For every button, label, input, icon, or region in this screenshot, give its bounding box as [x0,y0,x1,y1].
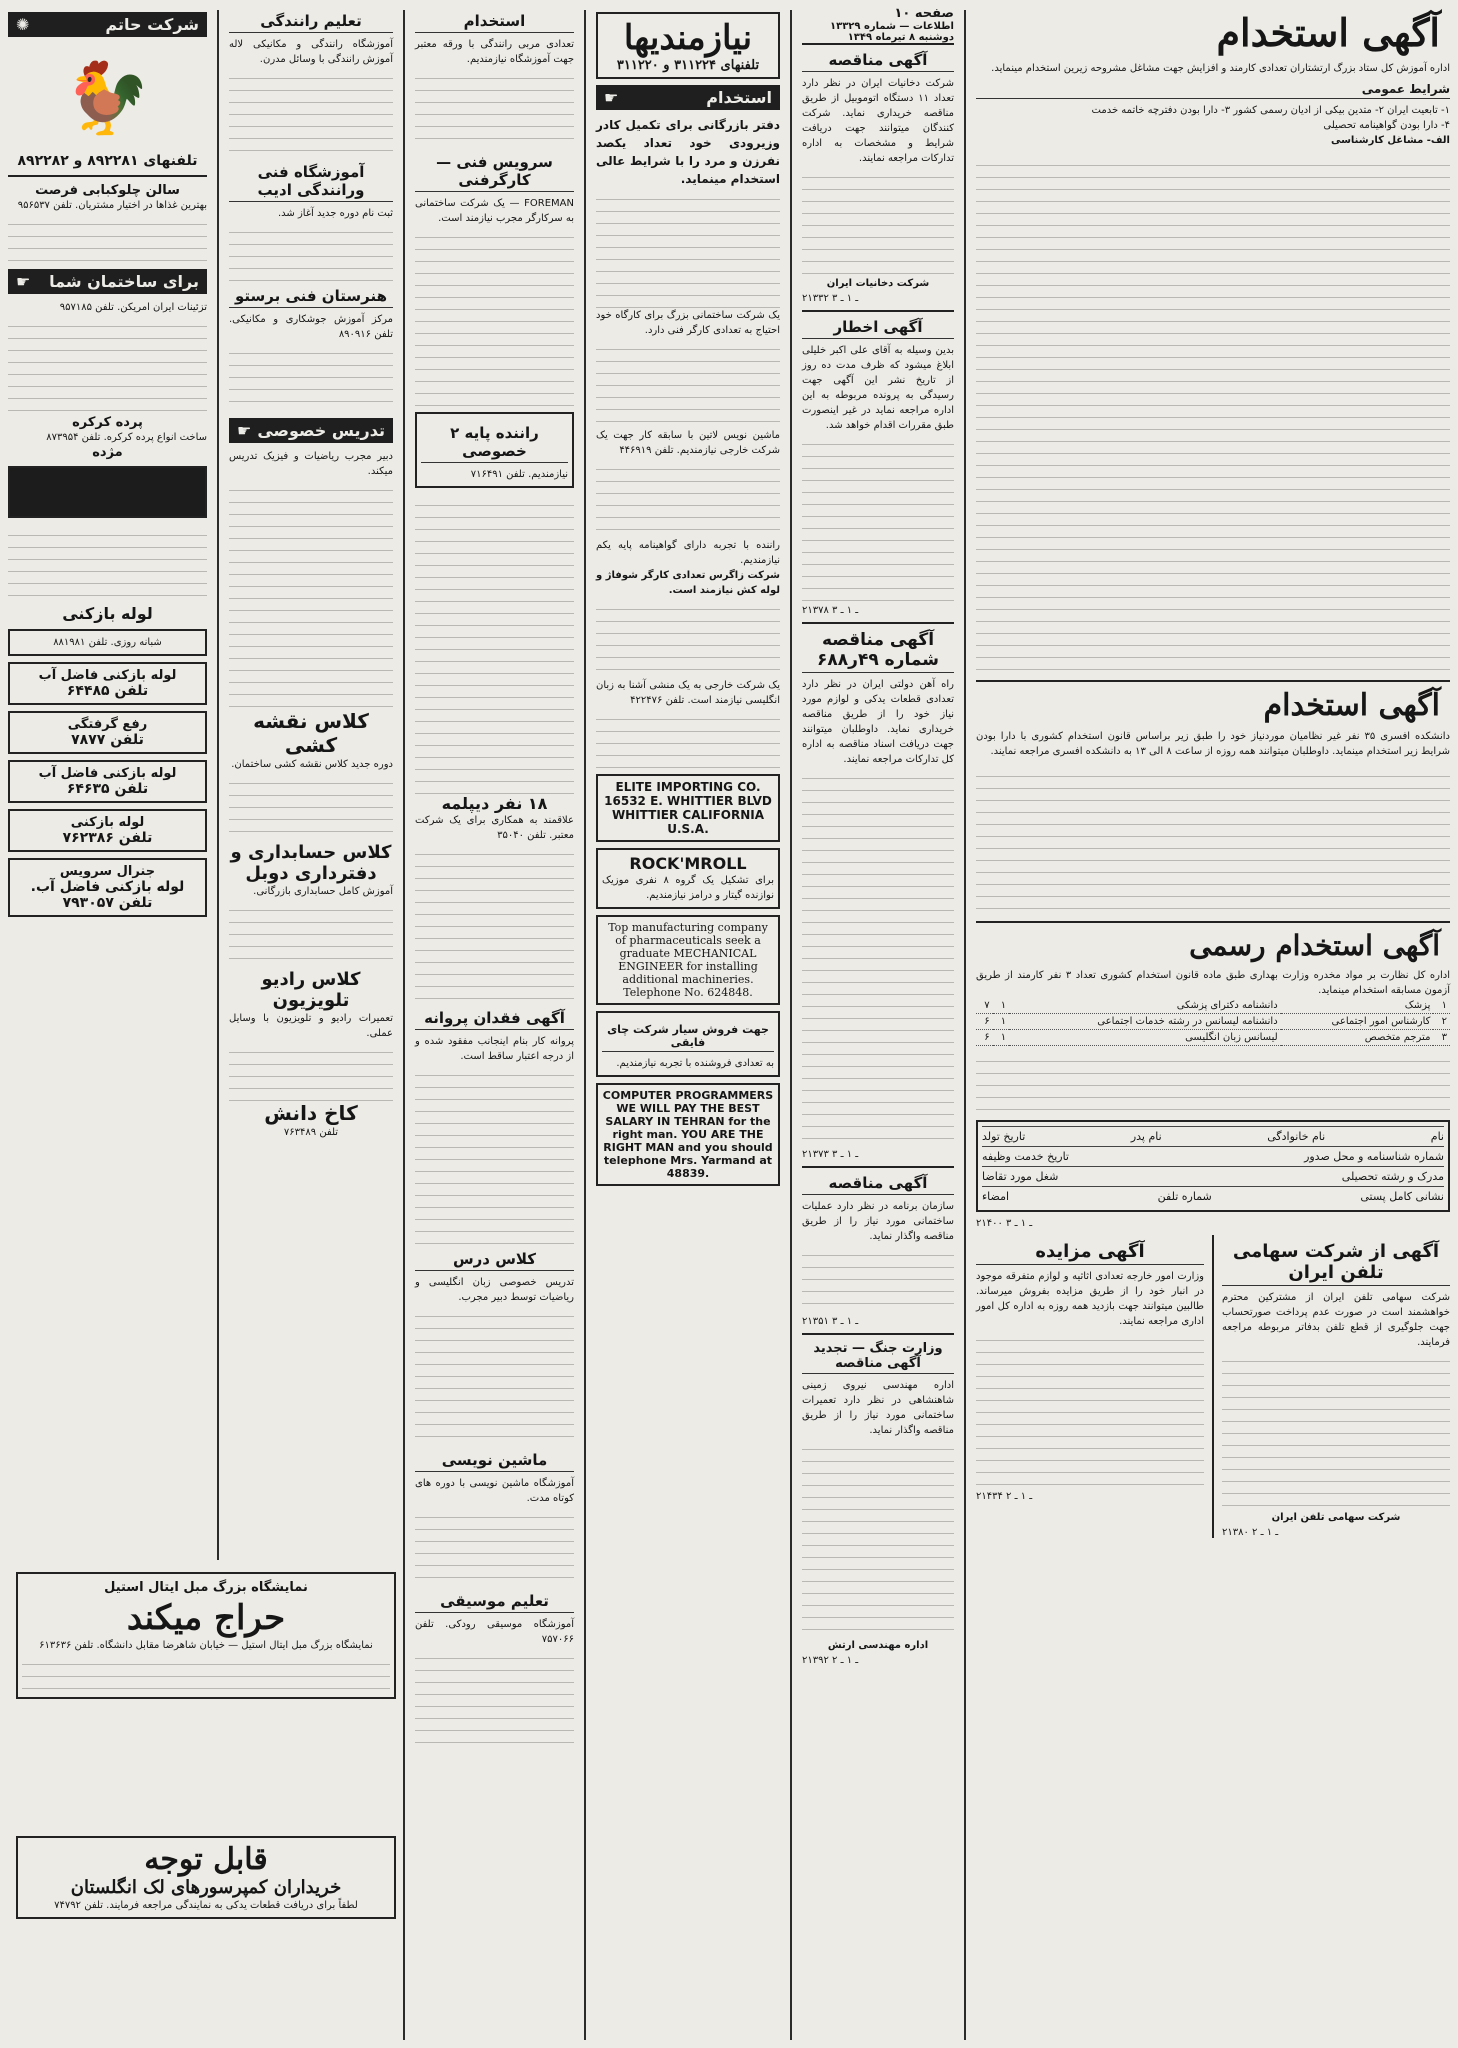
cell-count: ۱ [993,998,1010,1014]
form-field-label: امضاء [982,1190,1010,1203]
divider [976,921,1450,923]
ad-text-block [415,1647,574,1747]
rooster-icon: ✺ [16,15,30,34]
column-3 [588,0,788,1198]
furniture-sale-text [22,1653,390,1693]
ad-text: FOREMAN — یک شرکت ساختمانی به سرکارگر مجرب نیازمند است. [415,198,574,224]
column-2 [794,0,962,1672]
ad-text: تزئینات ایران امریکن. تلفن ۹۵۷۱۸۵ [59,302,207,313]
bottom-ads-row [976,1235,1450,1538]
ad-head: مژده [92,445,123,460]
section-header-employment [596,85,780,110]
ad-head: ماشین نویسی [415,1451,574,1472]
list-item: شرکت زاگرس تعدادی کارگر شوفاژ و لوله کش نیازمند است. [596,570,780,596]
cell-title: مترجم متخصص [1281,1030,1434,1046]
ad-head: کلاس درس [415,1250,574,1271]
ad-box [8,858,207,917]
form-field-label: نشانی کامل پستی [1360,1190,1444,1203]
ad-head: جنرال سرویس [59,864,156,879]
divider [976,680,1450,682]
ad-head: هنرستان فنی برستو [229,287,393,308]
ad-box [8,662,207,705]
ad-text-block [8,213,207,263]
cell-grade: ۶ [976,1030,993,1046]
ad-text-block [229,772,393,842]
ad-text: تلفن ۷۶۳۴۸۹ [283,1127,339,1138]
ad-text-block [8,524,207,604]
ad-head: لوله بازکنی [62,604,153,623]
form-field-label: نام پدر [1130,1130,1162,1143]
company-phones: تلفنهای ۸۹۲۲۸۱ و ۸۹۲۲۸۲ [17,153,198,169]
ad-head: کلاس حسابداری و دفترداری دوبل [230,842,392,884]
ad-text: دبیر مجرب ریاضیات و فیزیک تدریس میکند. [229,451,393,477]
ad-ref: ۲۱۳۸۰ ـ ۱ ـ ۲ [1222,1527,1279,1538]
ad-army-condition-3: الف- مشاغل کارشناسی [1330,135,1450,146]
furniture-sale-ad [16,1572,396,1699]
divider [802,622,954,624]
cell-grade: ۷ [976,998,993,1014]
compressor-notice-big: قابل توجه [144,1842,268,1877]
ad-text-block [415,67,574,147]
ad-text: ثبت نام دوره جدید آغاز شد. [277,208,393,219]
form-row [982,1146,1444,1166]
ad-box [415,412,574,488]
form-field-label: تاریخ تولد [982,1130,1026,1143]
renewal-tender-body: اداره مهندسی نیروی زمینی شاهنشاهی در نظر دارد تعمیرات ساختمانی مورد نیاز را از طریق مناقصه واگذار نماید. [802,1380,954,1436]
cell-no: ۲ [1433,1014,1450,1030]
warning-title: آگهی اخطار [802,318,954,339]
ad-head: راننده پایه ۲ خصوصی [421,424,568,463]
ad-head: لوله بازکنی [70,815,145,830]
furniture-sale-big: حراج میکند [126,1597,286,1638]
divider [403,10,405,2040]
divider [1212,1235,1214,1538]
cell-no: ۱ [1433,998,1450,1014]
ad-text: آموزشگاه موسیقی رودکی. تلفن ۷۵۷۰۶۶ [415,1619,574,1645]
tender-688-text [802,767,954,1147]
hand-icon: ☛ [237,421,252,440]
ad-head: پرده کرکره [72,415,143,430]
ad-text: آموزشگاه رانندگی و مکانیکی لاله آموزش رانندگی با وسائل مدرن. [229,39,393,65]
renewal-tender-sign: اداره مهندسی ارتش [827,1640,929,1651]
ad-text: دوره جدید کلاس نقشه کشی ساختمان. [231,759,393,770]
ad-text: ساخت انواع پرده کرکره. تلفن ۸۷۳۹۵۴ [46,432,207,443]
ad-text-block [415,1064,574,1244]
ad-box [8,711,207,754]
ad-head: سرویس فنی — کارگرفنی [415,153,574,192]
company-name: شرکت حاتم [105,15,199,34]
auction-ad-text [976,1329,1204,1489]
good-news-banner [8,466,207,518]
masthead [802,6,954,21]
divider [790,10,792,2040]
divider [802,310,954,312]
ad-officer-college-body: دانشکده افسری ۳۵ نفر غیر نظامیان موردنیاز خود را طبق زیر براساس قانون استخدام کشوری با دارا بودن شرایط زیر استخدام مینماید. داوطلبان میتوانند همه روزه از ساعت ۸ الی ۱۳ به دانشکده افسری مراجعه نمایند. [976,731,1450,757]
column-6 [0,0,215,1560]
tel-ad-text [1222,1350,1450,1510]
ad-ref: ۲۱۳۷۸ ـ ۱ ـ ۳ [802,605,859,616]
ad-officer-college-title: آگهی استخدام [1263,688,1440,723]
ad-phone: تلفن ۷۶۲۳۸۶ [62,830,153,846]
ad-phone: تلفن ۶۴۴۸۵ [66,683,149,699]
list-item-text [596,598,780,678]
divider [217,10,219,1560]
table-row [976,998,1450,1014]
ad-phone: تلفن ۶۴۶۳۵ [66,781,149,797]
divider [802,1333,954,1335]
compressor-notice-mid: خریداران کمپرسورهای لک انگلستان [70,1877,342,1898]
ad-head: کلاس رادیو تلویزیون [261,969,361,1011]
auction-ad-title: آگهی مزایده [976,1241,1204,1265]
tea-ad [596,1011,780,1077]
cell-req: دانشنامه دکترای پزشکی [1009,998,1281,1014]
masthead [802,32,954,45]
issue-date: دوشنبه ۸ تیرماه ۱۳۴۹ [847,32,954,43]
divider [584,10,586,2040]
rooster-logo-icon: 🐓 [63,56,152,139]
ad-text-block [229,342,393,412]
ad-formal-hire-body: اداره کل نظارت بر مواد مخدره وزارت بهداری طبق ماده قانون استخدام کشوری تعداد ۳ نفر کارمند از طریق آزمون مسابقه استخدام مینماید. [976,970,1450,996]
form-field-label: شماره تلفن [1157,1190,1212,1203]
engineer-ad [596,915,780,1005]
compressor-notice-ad [16,1836,396,1919]
ad-army-text-block [976,154,1450,674]
import-company-ad [596,774,780,842]
ad-head: لوله بازکنی فاضل آب [38,668,177,683]
ad-text-block [229,1041,393,1101]
company-banner [8,12,207,37]
list-item: ماشین نویس لاتین با سابقه کار جهت یک شرکت خارجی نیازمندیم. تلفن ۴۴۶۹۱۹ [596,430,780,456]
ad-ref: ۲۱۴۰۰ ـ ۱ ـ ۳ [976,1218,1033,1229]
furniture-sale-body: نمایشگاه بزرگ مبل ایتال استیل — خیابان شاهرضا مقابل دانشگاه. تلفن ۶۱۳۶۳۶ [39,1639,373,1651]
ad-phone: تلفن ۷۸۷۷ [71,732,144,748]
hand-icon: ☛ [604,88,619,107]
ad-text-block [415,1305,574,1445]
ad-text-block [415,494,574,794]
cell-no: ۳ [1433,1030,1450,1046]
ad-text: تعدادی مربی رانندگی با ورقه معتبر جهت آموزشگاه نیازمندیم. [415,39,574,65]
cell-grade: ۶ [976,1014,993,1030]
tender-2-text [802,1244,954,1314]
furniture-sale-head: نمایشگاه بزرگ مبل ایتال استیل [104,1580,308,1595]
form-row [982,1166,1444,1186]
tel-ad-body: شرکت سهامی تلفن ایران از مشترکین محترم خواهشمند است در صورت عدم پرداخت صورتحساب جهت جلوگیری از قطع تلفن بدفاتر مربوطه مراجعه فرمایند. [1222,1292,1450,1348]
list-item: راننده با تجربه دارای گواهینامه پایه یکم نیازمندیم. [596,540,780,566]
ad-phone: لوله بازکنی فاضل آب. تلفن ۷۹۳۰۵۷ [30,879,185,911]
warning-text [802,433,954,603]
list-item-text [596,338,780,428]
ad-text-block [415,226,574,406]
table-row [976,1014,1450,1030]
classifieds-masthead [596,12,780,79]
ad-text-block [8,315,207,415]
ad-head: رفع گرفتگی [67,717,148,732]
list-item: دفتر بازرگانی برای تکمیل کادر وزیرودی خود تعداد یکصد نفرزن و مرد را با شرایط عالی استخدام مینماید. [596,118,780,186]
form-field-label: تاریخ خدمت وظیفه [982,1150,1069,1163]
cell-title: پزشک [1281,998,1434,1014]
divider [802,1166,954,1168]
band-ad-body: برای تشکیل یک گروه ۸ نفری موزیک نوازنده گیتار و درامز نیازمندیم. [602,875,774,901]
cell-req: دانشنامه لیسانس در رشته خدمات اجتماعی [1009,1014,1281,1030]
ad-text: علاقمند به همکاری برای یک شرکت معتبر. تلفن ۳۵۰۴۰ [415,815,574,841]
ad-text-block [229,479,393,709]
ad-army-condition-1: ۱- تابعیت ایران ۲- متدین بیکی از ادیان رسمی کشور ۳- دارا بودن دفترچه خاتمه خدمت [1091,105,1450,116]
compressor-notice-body: لطفاً برای دریافت قطعات یدکی به نمایندگی مراجعه فرمایند. تلفن ۷۴۷۹۲ [54,1900,358,1911]
cell-count: ۱ [993,1014,1010,1030]
divider [964,10,966,2040]
cell-req: لیسانس زبان انگلیسی [1009,1030,1281,1046]
renewal-tender-text [802,1438,954,1638]
classifieds-phones: تلفنهای ۳۱۱۲۲۴ و ۳۱۱۲۲۰ [616,58,760,73]
hand-icon: ☛ [16,272,31,291]
tel-ad-title: آگهی از شرکت سهامی تلفن ایران [1222,1241,1450,1286]
ad-text: تدریس خصوصی زبان انگلیسی و ریاضیات توسط دبیر مجرب. [415,1277,574,1303]
ad-text: آموزش کامل حسابداری بازرگانی. [253,886,393,897]
ad-army-conditions-head: شرایط عمومی [976,82,1450,99]
form-field-label: نام [1430,1130,1444,1143]
ad-text: مرکز آموزش جوشکاری و مکانیکی. تلفن ۸۹۰۹۱۶ [229,314,393,340]
form-row [982,1126,1444,1146]
column-4 [407,0,582,1753]
application-form [976,1120,1450,1212]
ad-head: ۱۸ نفر دیپلمه [441,794,548,813]
divider [8,175,207,177]
ad-text-block [415,1506,574,1586]
ad-box [8,629,207,656]
section-label: برای ساختمان شما [49,272,199,291]
programmers-ad-text: COMPUTER PROGRAMMERS WE WILL PAY THE BEST SALARY IN TEHRAN for the right man. YOU ARE THE RIGHT MAN and you should telephone Mrs. Yarmand at 48839. [602,1089,774,1180]
ad-ref: ۲۱۳۷۳ ـ ۱ ـ ۳ [802,1149,859,1160]
ad-head: آموزشگاه فنی ورانندگی ادیب [229,163,393,202]
ad-text-block [229,67,393,157]
auction-ad [976,1235,1204,1538]
warning-body: بدین وسیله به آقای علی اکبر خلیلی ابلاغ میشود که ظرف مدت ده روز از تاریخ نشر این آگهی جهت رسیدگی به پرونده مربوطه به این اداره مراجعه نماید در غیر اینصورت طبق مقررات اقدام خواهد شد. [802,345,954,431]
form-field-label: شماره شناسنامه و محل صدور [1304,1150,1444,1163]
ad-head: لوله بازکنی فاضل آب [38,766,177,781]
list-item: یک شرکت خارجی به یک منشی آشنا به زبان انگلیسی نیازمند است. تلفن ۴۲۲۴۷۶ [596,680,780,706]
ad-formal-hire-title: آگهی استخدام رسمی [1189,929,1440,962]
tender-688-body: راه آهن دولتی ایران در نظر دارد تعدادی قطعات یدکی و لوازم مورد نیاز خود را از طریق مناقصه خریداری نماید. داوطلبان میتوانند جهت دریافت اسناد مناقصه به اداره کل تدارکات مراجعه نمایند. [802,679,954,765]
ad-head: کاخ دانش [264,1101,358,1125]
paper-name: اطلاعات — شماره ۱۳۳۲۹ [829,21,954,32]
tel-ad [1222,1235,1450,1538]
ad-head: کلاس نقشه کشی [253,709,369,757]
tender-text [802,166,954,276]
engineer-ad-text: Top manufacturing company of pharmaceuticals seek a graduate MECHANICAL ENGINEER for installing additional machineries. Telephone No. 624848. [608,921,768,999]
band-ad [596,848,780,909]
section-label: تدریس خصوصی [257,421,385,440]
band-ad-title: ROCK'MROLL [629,854,747,873]
tender-2-title: آگهی مناقصه [802,1174,954,1195]
section-header-building [8,269,207,294]
ad-head: آگهی فقدان پروانه [415,1009,574,1030]
ad-text: آموزشگاه ماشین نویسی با دوره های کوتاه مدت. [415,1478,574,1504]
ad-box [8,809,207,852]
ad-text: شبانه روزی. تلفن ۸۸۱۹۸۱ [53,637,162,648]
section-label: استخدام [706,88,772,107]
positions-table [976,998,1450,1046]
ad-formal-hire-text [976,1050,1450,1114]
auction-ad-body: وزارت امور خارجه تعدادی اثاثیه و لوازم متفرقه موجود در انبار خود را از طریق مزایده بفروش میرساند. طالبین میتوانند جهت بازدید همه روزه به اداره کل امور اداری مراجعه نمایند. [976,1271,1204,1327]
ad-ref: ۲۱۳۹۲ ـ ۱ ـ ۲ [802,1655,859,1666]
column-5 [221,0,401,1146]
column-main-right [968,0,1458,1544]
form-field-label: نام خانوادگی [1267,1130,1326,1143]
form-field-label: شغل مورد تقاضا [982,1170,1059,1183]
ad-ref: ۲۱۳۳۲ ـ ۱ ـ ۳ [802,293,859,304]
ad-text-block [229,899,393,969]
renewal-tender-title: وزارت جنگ — تجدید آگهی مناقصه [802,1341,954,1374]
tea-ad-body: به تعدادی فروشنده با تجربه نیازمندیم. [616,1058,774,1069]
tea-ad-title: جهت فروش سیار شرکت چای فایقی [602,1023,774,1052]
ad-head: تعلیم موسیقی [415,1592,574,1613]
page-label: صفحه ۱۰ [894,6,954,21]
form-row [982,1186,1444,1206]
ad-text: بهترین غذاها در اختیار مشتریان. تلفن ۹۵۶۵۳۷ [17,200,207,211]
list-item-text [596,458,780,538]
ad-text: تعمیرات رادیو و تلویزیون با وسایل عملی. [229,1013,393,1039]
ad-army-condition-2: ۴- دارا بودن گواهینامه تحصیلی [1323,120,1450,131]
ad-officer-college-list [976,765,1450,915]
ad-ref: ۲۱۳۵۱ ـ ۱ ـ ۳ [802,1316,859,1327]
cell-title: کارشناس امور اجتماعی [1281,1014,1434,1030]
page-title: آگهی استخدام [1216,10,1440,55]
list-item-text [596,188,780,308]
ad-head: تعلیم رانندگی [229,12,393,33]
ad-head: سالن چلوکبابی فرصت [35,183,180,198]
list-item-text [596,708,780,768]
tender-sign: شرکت دخانیات ایران [826,278,930,289]
tender-title: آگهی مناقصه [802,51,954,72]
tender-body: شرکت دخانیات ایران در نظر دارد تعداد ۱۱ دستگاه اتوموبیل از طریق مناقصه خریداری نماید. شرکت کنندگان میتوانند جهت دریافت شرایط و مشخصات به اداره تدارکات مراجعه نمایند. [802,78,954,164]
tel-ad-sign: شرکت سهامی تلفن ایران [1271,1512,1401,1523]
ad-text: پروانه کار بنام اینجانب مفقود شده و از درجه اعتبار ساقط است. [415,1036,574,1062]
ad-box [8,760,207,803]
ad-text: نیازمندیم. تلفن ۷۱۶۴۹۱ [470,469,568,480]
ad-army-intro: اداره آموزش کل ستاد بزرگ ارتشتاران تعدادی کارمند و افزایش جهت مشاغل مشروحه زیرین استخدام مینماید. [991,63,1450,74]
tender-688-title: آگهی مناقصه شماره ۴۹ر۶۸۸ [802,630,954,673]
ad-ref: ۲۱۴۳۴ ـ ۱ ـ ۲ [976,1491,1033,1502]
ad-head: استخدام [415,12,574,33]
cell-count: ۱ [993,1030,1010,1046]
classifieds-title: نیازمندیها [623,18,753,58]
ad-text-block [415,843,574,1003]
section-header-tutoring [229,418,393,443]
form-field-label: مدرک و رشته تحصیلی [1341,1170,1444,1183]
ad-text-block [229,221,393,281]
list-item: یک شرکت ساختمانی بزرگ برای کارگاه خود احتیاج به تعدادی کارگر فنی دارد. [596,310,780,336]
tender-2-body: سازمان برنامه در نظر دارد عملیات ساختمانی مورد نیاز را از طریق مناقصه واگذار نماید. [802,1201,954,1242]
masthead [802,21,954,32]
import-company-text: ELITE IMPORTING CO. 16532 E. WHITTIER BLVD WHITTIER CALIFORNIA U.S.A. [604,780,772,836]
table-row [976,1030,1450,1046]
programmers-ad [596,1083,780,1186]
